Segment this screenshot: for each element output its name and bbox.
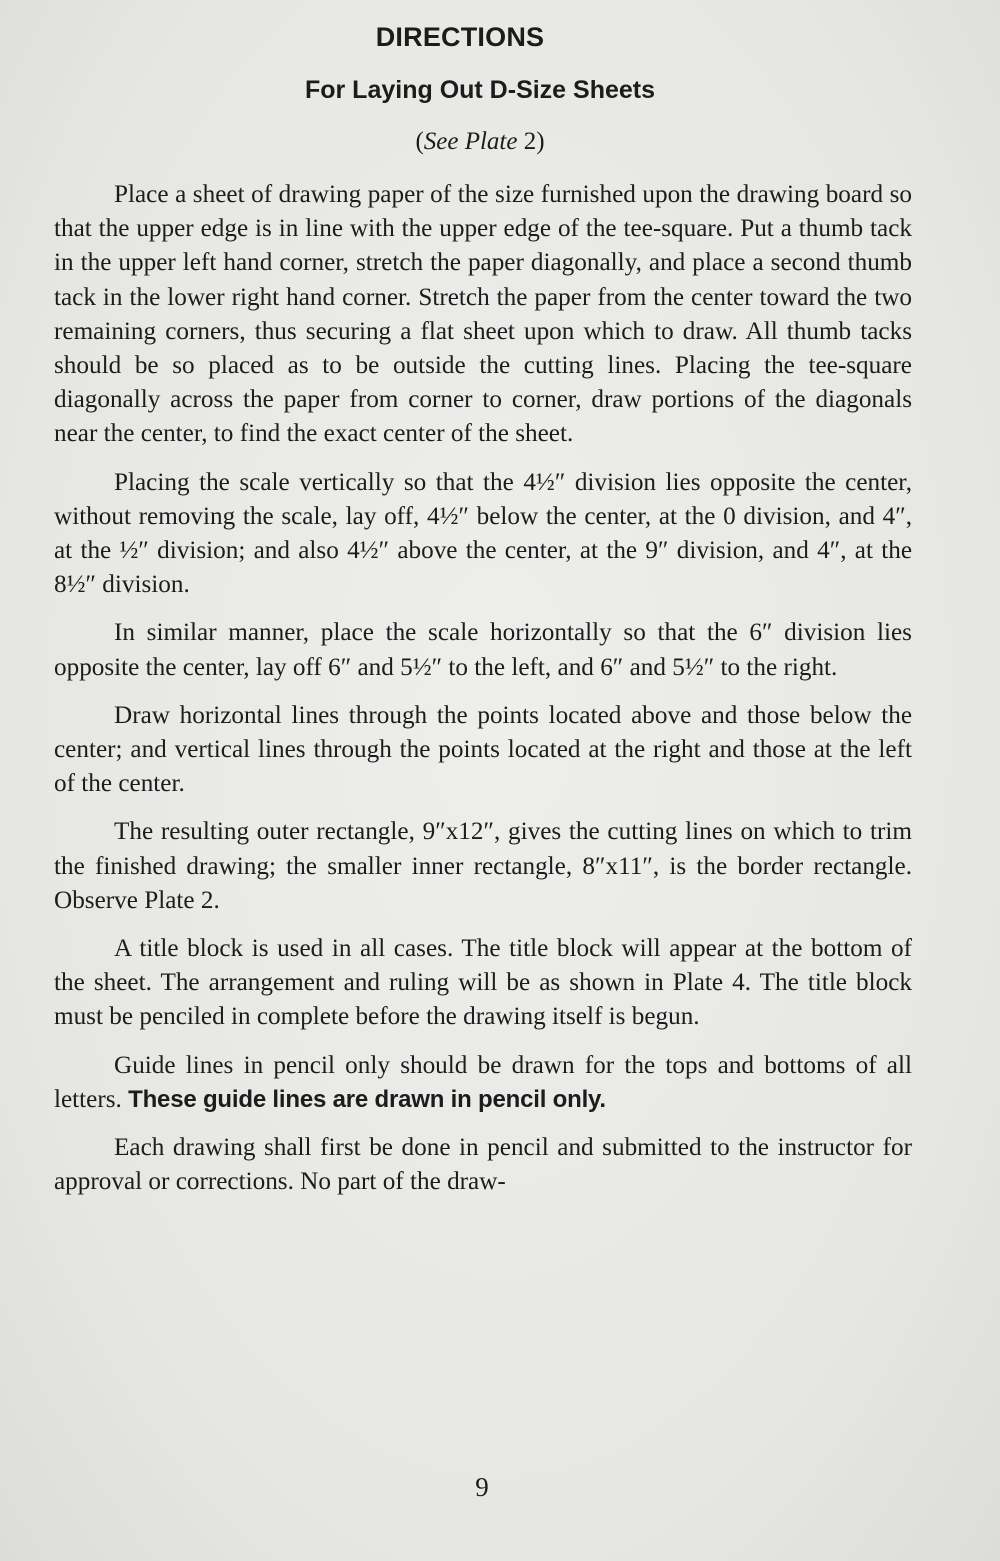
paragraph-title-block: A title block is used in all cases. The title block will appear at the bottom of the sheet. The arrangement and ruling will be as shown in Plate 4. The title block must be penciled in complete before the drawing itself is begun. <box>54 935 912 1031</box>
paragraph-vertical-scale: Placing the scale vertically so that the 4½″ division lies opposite the center, without removing the scale, lay off, 4½″ below the center, at the 0 division, and 4″, at the ½″ division; and also 4½″ above the center, at the 9″ division, and 4″, at the 8½″ division. <box>54 468 912 599</box>
page-subtitle: For Laying Out D-Size Sheets <box>304 76 656 104</box>
guide-lines-emphasis: These guide lines are drawn in pencil only. <box>128 1085 606 1113</box>
paragraph-placing-paper: Place a sheet of drawing paper of the size furnished upon the drawing board so that the upper edge is in line with the upper edge of the tee-square. Put a thumb tack in the upper left hand corner, stretch the paper diagonally, and place a second thumb tack in the lower right hand corner. Stretch the paper from the center toward the two remaining corners, thus securing a flat sheet upon which to draw. All thumb tacks should be so placed as to be outside the cutting lines. Placing the tee-square diagonally across the paper from corner to corner, draw portions of the diagonals near the center, to find the exact center of the sheet. <box>54 181 912 448</box>
guide-lines-text: Guide lines in pencil only should be drawn for the tops and bottoms of all letters. <box>54 1051 912 1113</box>
plate-reference-open: ( <box>415 128 424 155</box>
page-number: 9 <box>475 1472 489 1502</box>
body-text <box>54 178 912 1213</box>
plate-reference-italic: See Plate <box>423 128 518 155</box>
paragraph-rectangles: The resulting outer rectangle, 9″x12″, gives the cutting lines on which to trim the finished drawing; the smaller inner rectangle, 8″x11″, is the border rectangle. Observe Plate 2. <box>54 818 912 914</box>
plate-reference-rest: 2) <box>517 128 545 155</box>
page-title: DIRECTIONS <box>375 22 545 52</box>
plate-reference <box>0 128 980 156</box>
paragraph-horizontal-scale: In similar manner, place the scale horizontally so that the 6″ division lies opposite the center, lay off 6″ and 5½″ to the left, and 6″ and 5½″ to the right. <box>54 619 912 681</box>
paragraph-draw-lines: Draw horizontal lines through the points located above and those below the center; and vertical lines through the points located at the right and those at the left of the center. <box>54 701 912 798</box>
paragraph-guide-lines <box>54 1049 912 1117</box>
paragraph-pencil-approval: Each drawing shall first be done in pencil and submitted to the instructor for approval or corrections. No part of the draw- <box>54 1134 912 1196</box>
